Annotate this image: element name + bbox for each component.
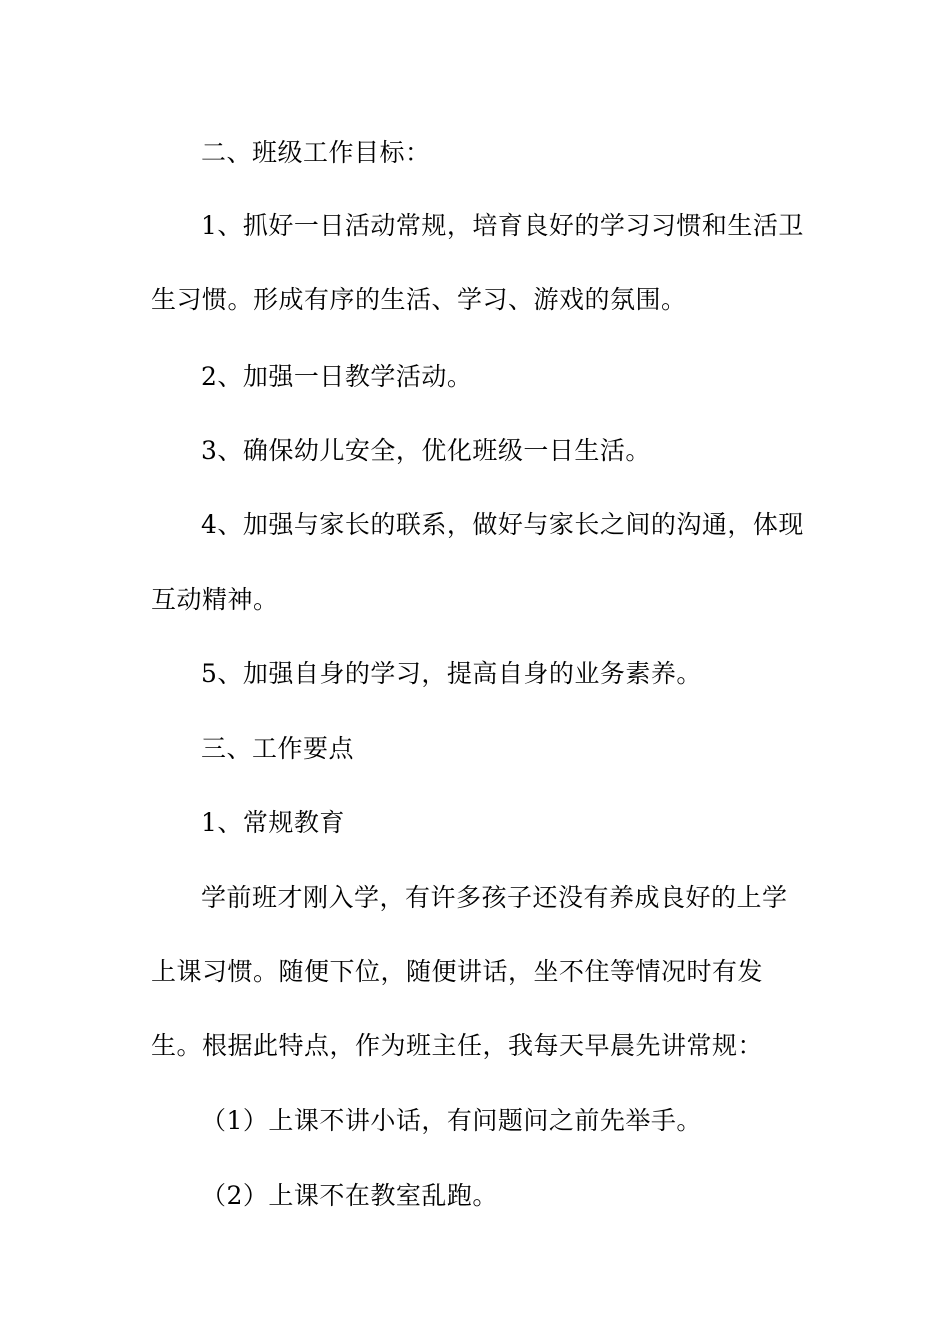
goal-2: 2、加强一日教学活动。 bbox=[201, 362, 473, 391]
goal-5: 5、加强自身的学习，提高自身的业务素养。 bbox=[201, 659, 702, 688]
subheading-routine-education: 1、常规教育 bbox=[201, 808, 345, 837]
rule-2: （2）上课不在教室乱跑。 bbox=[201, 1181, 498, 1210]
section-heading-work-points: 三、工作要点 bbox=[201, 734, 355, 763]
goal-3: 3、确保幼儿安全，优化班级一日生活。 bbox=[201, 436, 651, 465]
paragraph-line-2: 上课习惯。随便下位，随便讲话，坐不住等情况时有发 bbox=[151, 957, 764, 986]
goal-4-line-2: 互动精神。 bbox=[151, 585, 279, 614]
paragraph-line-1: 学前班才刚入学，有许多孩子还没有养成良好的上学 bbox=[201, 883, 788, 912]
rule-1: （1）上课不讲小话，有问题问之前先举手。 bbox=[201, 1106, 702, 1135]
paragraph-line-3: 生。根据此特点，作为班主任，我每天早晨先讲常规： bbox=[151, 1031, 764, 1060]
section-heading-class-goals: 二、班级工作目标： bbox=[201, 138, 431, 167]
goal-1-line-2: 生习惯。形成有序的生活、学习、游戏的氛围。 bbox=[151, 285, 687, 314]
goal-4-line-1: 4、加强与家长的联系，做好与家长之间的沟通，体现 bbox=[201, 510, 804, 539]
goal-1-line-1: 1、抓好一日活动常规，培育良好的学习习惯和生活卫 bbox=[201, 211, 804, 240]
